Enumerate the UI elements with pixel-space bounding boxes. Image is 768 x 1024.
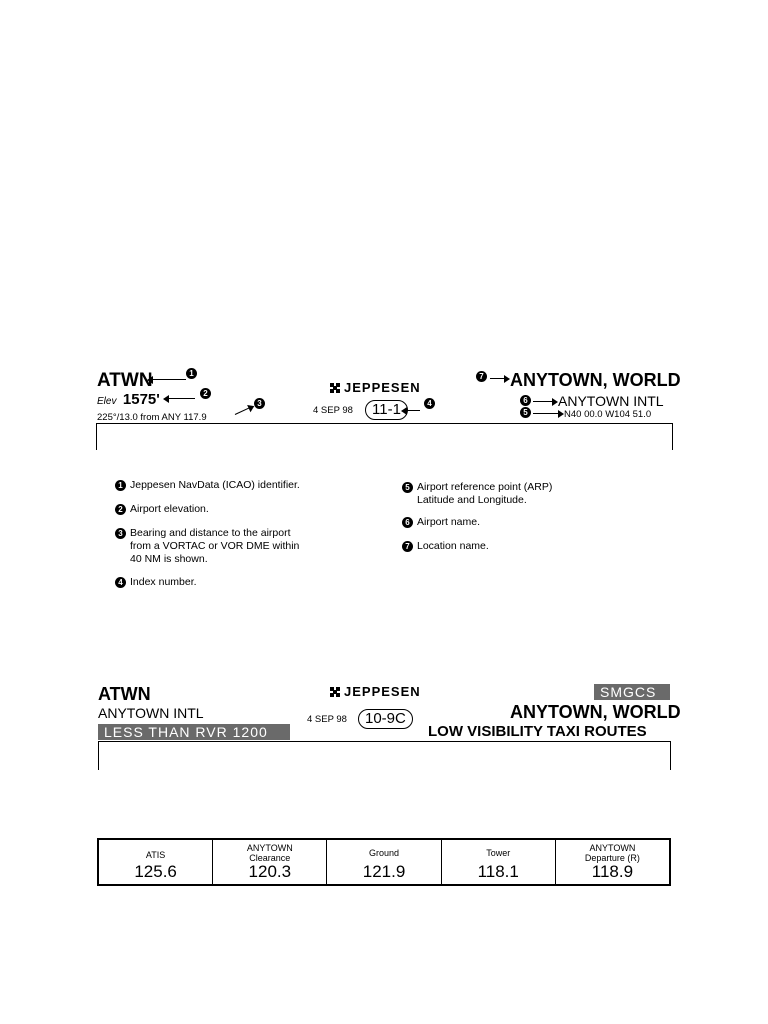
legend-item-5: [405, 481, 553, 507]
callout-badge-6: 6: [520, 395, 531, 406]
legend-badge: 7: [402, 541, 413, 552]
airport-coordinates: N40 00.0 W104 51.0: [564, 409, 652, 420]
location-name: ANYTOWN, WORLD: [510, 370, 681, 390]
jeppesen-mark-icon: [330, 687, 340, 697]
frequency-label: ATIS: [145, 850, 166, 860]
callout-badge-5: 5: [520, 407, 531, 418]
legend-badge: 2: [115, 504, 126, 515]
legend-text: Jeppesen NavData (ICAO) identifier.: [130, 479, 300, 491]
frequency-cell: [99, 840, 213, 884]
index-number-2: 10-9C: [358, 709, 413, 729]
rvr-restriction: LESS THAN RVR 1200: [98, 724, 290, 740]
jeppesen-brand-2: JEPPESEN: [344, 684, 421, 699]
jeppesen-logo-2: [330, 684, 421, 699]
legend-badge: 3: [115, 528, 126, 539]
legend-text: Location name.: [417, 540, 489, 552]
chart1-frame: [96, 423, 673, 450]
elevation-value: 1575': [122, 391, 160, 408]
callout-badge-4: 4: [424, 398, 435, 409]
frequency-value: 120.3: [248, 862, 292, 881]
elevation: [97, 391, 160, 409]
frequency-cell: [556, 840, 669, 884]
callout-badge-7: 7: [476, 371, 487, 382]
frequency-value: 121.9: [362, 862, 406, 881]
frequency-cell: [442, 840, 556, 884]
chart-date-2: 4 SEP 98: [307, 714, 347, 725]
frequency-value: 118.9: [591, 862, 634, 881]
legend-text: Airport elevation.: [130, 503, 209, 515]
legend-item-1: [118, 479, 300, 492]
jeppesen-brand: JEPPESEN: [344, 380, 421, 395]
frequency-label: Tower: [486, 848, 511, 858]
callout-badge-1: 1: [186, 368, 197, 379]
legend-text-line: Latitude and Longitude.: [417, 494, 527, 506]
legend-text-line: Bearing and distance to the airport: [130, 527, 291, 539]
frequency-cell: [213, 840, 327, 884]
frequency-label: ANYTOWN Departure (R): [584, 843, 640, 863]
chart2-frame: [98, 741, 671, 770]
legend-item-7: [405, 540, 489, 553]
frequency-label: ANYTOWN Clearance: [246, 843, 293, 863]
frequency-value: 118.1: [477, 862, 519, 881]
chart-subtitle: LOW VISIBILITY TAXI ROUTES: [428, 723, 647, 740]
airport-name: ANYTOWN INTL: [558, 393, 664, 409]
elevation-label: Elev: [97, 396, 117, 407]
callout-badge-2: 2: [200, 388, 211, 399]
index-number: 11-1: [365, 400, 408, 420]
legend-item-6: [405, 516, 481, 529]
jeppesen-mark-icon: [330, 383, 340, 393]
legend-item-4: [118, 576, 197, 589]
airport-identifier: ATWN: [97, 370, 153, 391]
airport-name-2: ANYTOWN INTL: [98, 705, 204, 721]
chart-date: 4 SEP 98: [313, 405, 353, 416]
legend-text: Index number.: [130, 576, 197, 588]
legend-item-2: [118, 503, 209, 516]
legend-badge: 4: [115, 577, 126, 588]
bearing-distance: 225°/13.0 from ANY 117.9: [97, 412, 207, 423]
frequency-label: Ground: [368, 848, 400, 858]
location-name-2: ANYTOWN, WORLD: [510, 702, 681, 722]
legend-text-line: 40 NM is shown.: [130, 553, 208, 565]
frequency-cell: [327, 840, 441, 884]
jeppesen-logo: [330, 380, 421, 395]
legend-text-line: Airport reference point (ARP): [417, 481, 553, 493]
callout-badge-3: 3: [254, 398, 265, 409]
airport-identifier-2: ATWN: [98, 684, 151, 704]
smgcs-badge: SMGCS: [594, 684, 670, 700]
legend-badge: 6: [402, 517, 413, 528]
legend-badge: 1: [115, 480, 126, 491]
legend-badge: 5: [402, 482, 413, 493]
frequency-value: 125.6: [134, 862, 177, 881]
legend-text: Airport name.: [417, 516, 481, 528]
frequency-table: [97, 838, 671, 886]
legend-item-3: [118, 527, 300, 566]
legend-text-line: from a VORTAC or VOR DME within: [130, 540, 300, 552]
